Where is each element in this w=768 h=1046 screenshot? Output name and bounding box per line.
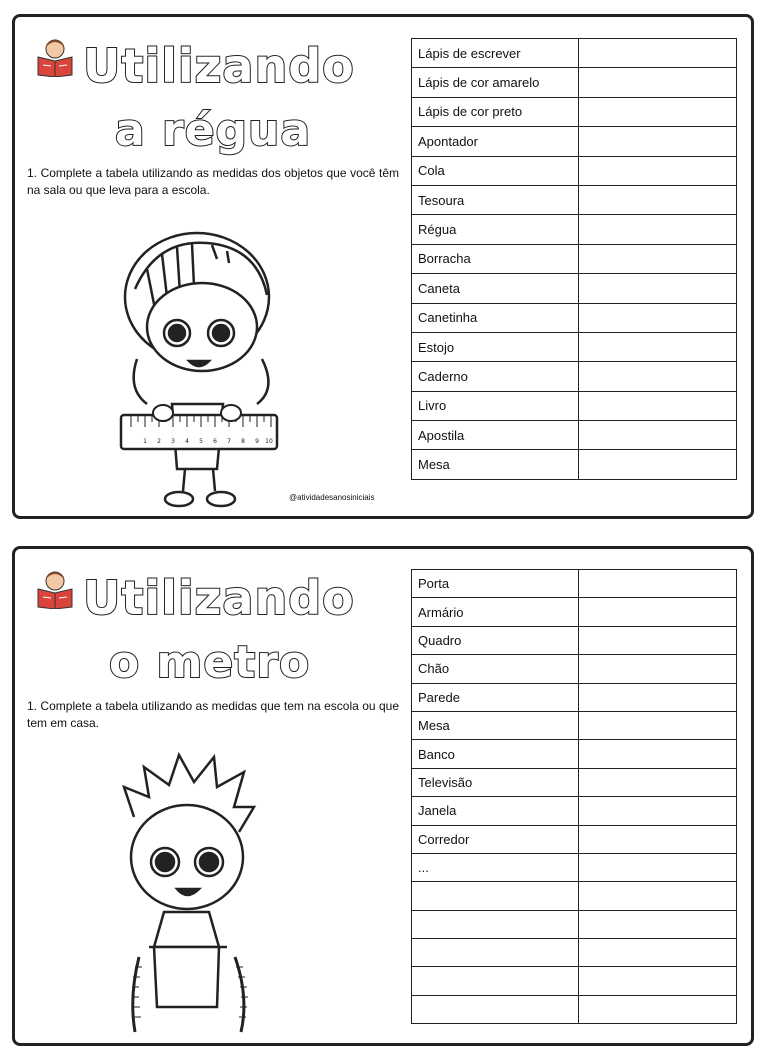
- ruler-number: 8: [241, 438, 245, 445]
- measurement-answer-cell[interactable]: [579, 711, 737, 739]
- object-name-cell: [412, 995, 579, 1023]
- measurement-answer-cell[interactable]: [579, 570, 737, 598]
- measurement-answer-cell[interactable]: [579, 68, 737, 97]
- table-row: [412, 825, 737, 853]
- table-row: [412, 740, 737, 768]
- object-name-cell: Livro: [412, 391, 579, 420]
- ruler-number: 7: [227, 438, 231, 445]
- object-name-cell: [412, 882, 579, 910]
- table-row: [412, 910, 737, 938]
- measurement-answer-cell[interactable]: [579, 185, 737, 214]
- measurement-table: [411, 569, 737, 1024]
- measurement-answer-cell[interactable]: [579, 939, 737, 967]
- table-row: [412, 853, 737, 881]
- measurement-answer-cell[interactable]: [579, 768, 737, 796]
- worksheet-meter: [12, 546, 754, 1046]
- table-row: [412, 967, 737, 995]
- measurement-answer-cell[interactable]: [579, 882, 737, 910]
- measurement-answer-cell[interactable]: [579, 39, 737, 68]
- measurement-answer-cell[interactable]: [579, 303, 737, 332]
- table-row: [412, 939, 737, 967]
- table-row: [412, 570, 737, 598]
- measurement-answer-cell[interactable]: [579, 97, 737, 126]
- instruction-text: 1. Complete a tabela utilizando as medidas dos objetos que você têm na sala ou que leva para a escola.: [27, 166, 399, 197]
- page-title-line2: a régua: [115, 105, 312, 156]
- measurement-answer-cell[interactable]: [579, 215, 737, 244]
- instruction-text: 1. Complete a tabela utilizando as medidas que tem na escola ou que tem em casa.: [27, 699, 399, 730]
- table-row: [412, 215, 737, 244]
- object-name-cell: Porta: [412, 570, 579, 598]
- object-name-cell: Canetinha: [412, 303, 579, 332]
- measurement-answer-cell[interactable]: [579, 274, 737, 303]
- object-name-cell: Tesoura: [412, 185, 579, 214]
- object-name-cell: Borracha: [412, 244, 579, 273]
- measurement-answer-cell[interactable]: [579, 967, 737, 995]
- measurement-answer-cell[interactable]: [579, 655, 737, 683]
- ruler-number: 9: [255, 438, 259, 445]
- object-name-cell: Lápis de cor amarelo: [412, 68, 579, 97]
- reading-kid-icon: [35, 569, 75, 609]
- table-row: [412, 797, 737, 825]
- object-name-cell: [412, 910, 579, 938]
- object-name-cell: ...: [412, 853, 579, 881]
- table-row: [412, 655, 737, 683]
- table-row: [412, 882, 737, 910]
- object-name-cell: Régua: [412, 215, 579, 244]
- page-title-line1: Utilizando: [83, 39, 355, 93]
- object-name-cell: Televisão: [412, 768, 579, 796]
- table-row: [412, 332, 737, 361]
- table-row: [412, 244, 737, 273]
- ruler-number: 4: [185, 438, 189, 445]
- table-row: [412, 421, 737, 450]
- worksheet-content: [21, 555, 745, 1037]
- table-row: [412, 303, 737, 332]
- object-name-cell: Quadro: [412, 626, 579, 654]
- table-row: [412, 68, 737, 97]
- ruler-number: 3: [171, 438, 175, 445]
- table-row: [412, 362, 737, 391]
- ruler-number: 6: [213, 438, 217, 445]
- table-row: [412, 156, 737, 185]
- object-name-cell: Corredor: [412, 825, 579, 853]
- object-name-cell: Chão: [412, 655, 579, 683]
- measurement-answer-cell[interactable]: [579, 910, 737, 938]
- measurement-answer-cell[interactable]: [579, 995, 737, 1023]
- measurement-answer-cell[interactable]: [579, 797, 737, 825]
- object-name-cell: Cola: [412, 156, 579, 185]
- table-row: [412, 450, 737, 479]
- table-row: [412, 185, 737, 214]
- object-name-cell: Mesa: [412, 450, 579, 479]
- object-name-cell: Caneta: [412, 274, 579, 303]
- table-row: [412, 598, 737, 626]
- measurement-answer-cell[interactable]: [579, 127, 737, 156]
- measurement-answer-cell[interactable]: [579, 598, 737, 626]
- ruler-number: 2: [157, 438, 161, 445]
- table-row: [412, 768, 737, 796]
- object-name-cell: Estojo: [412, 332, 579, 361]
- object-name-cell: Banco: [412, 740, 579, 768]
- table-row: [412, 127, 737, 156]
- measurement-answer-cell[interactable]: [579, 450, 737, 479]
- measurement-answer-cell[interactable]: [579, 683, 737, 711]
- worksheet-content: [21, 23, 745, 510]
- object-name-cell: Mesa: [412, 711, 579, 739]
- object-name-cell: Armário: [412, 598, 579, 626]
- measurement-answer-cell[interactable]: [579, 740, 737, 768]
- measurement-answer-cell[interactable]: [579, 244, 737, 273]
- ruler-number: 1: [143, 438, 147, 445]
- measurement-answer-cell[interactable]: [579, 626, 737, 654]
- worksheet-ruler: [12, 14, 754, 519]
- object-name-cell: Apostila: [412, 421, 579, 450]
- ruler-number: 10: [265, 438, 273, 445]
- measurement-answer-cell[interactable]: [579, 362, 737, 391]
- object-name-cell: Lápis de escrever: [412, 39, 579, 68]
- credit-text: @atividadesanosiniciais: [289, 493, 375, 502]
- measurement-answer-cell[interactable]: [579, 332, 737, 361]
- table-row: [412, 274, 737, 303]
- measurement-answer-cell[interactable]: [579, 825, 737, 853]
- page-title-line1: Utilizando: [83, 571, 355, 625]
- ruler-number: 5: [199, 438, 203, 445]
- table-row: [412, 391, 737, 420]
- table-row: [412, 39, 737, 68]
- object-name-cell: [412, 939, 579, 967]
- measurement-answer-cell[interactable]: [579, 156, 737, 185]
- object-name-cell: Janela: [412, 797, 579, 825]
- measurement-answer-cell[interactable]: [579, 391, 737, 420]
- object-name-cell: Apontador: [412, 127, 579, 156]
- table-row: [412, 683, 737, 711]
- object-name-cell: Parede: [412, 683, 579, 711]
- page-title-line2: o metro: [109, 637, 311, 688]
- object-name-cell: Caderno: [412, 362, 579, 391]
- boy-with-tape-illustration: [109, 747, 269, 1037]
- table-row: [412, 711, 737, 739]
- measurement-answer-cell[interactable]: [579, 421, 737, 450]
- table-row: [412, 97, 737, 126]
- object-name-cell: [412, 967, 579, 995]
- measurement-answer-cell[interactable]: [579, 853, 737, 881]
- measurement-table: [411, 38, 737, 480]
- table-row: [412, 626, 737, 654]
- girl-with-ruler-illustration: [117, 229, 283, 509]
- table-row: [412, 995, 737, 1023]
- reading-kid-icon: [35, 37, 75, 77]
- object-name-cell: Lápis de cor preto: [412, 97, 579, 126]
